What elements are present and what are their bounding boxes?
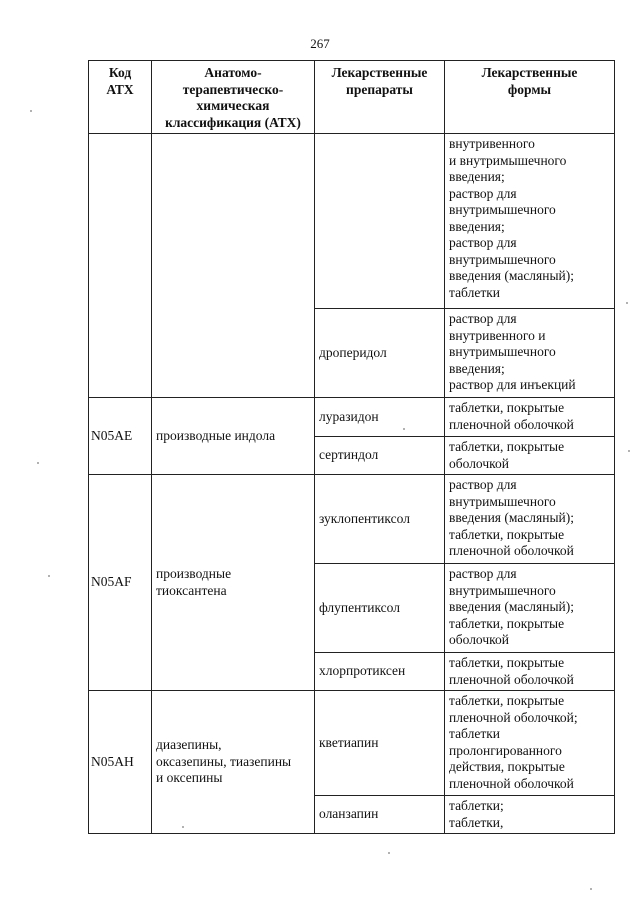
atc-code: N05AH [89, 691, 152, 834]
scan-speck [590, 888, 592, 890]
atc-class: производные тиоксантена [152, 475, 315, 691]
scan-speck [403, 428, 405, 430]
atc-code: N05AF [89, 475, 152, 691]
drug-forms: раствор для внутримышечного введения (масляный); таблетки, покрытые пленочной оболочкой [445, 475, 615, 564]
drug-name: оланзапин [315, 796, 445, 834]
header-classification: Анатомо- терапевтическо- химическая классификация (АТХ) [152, 61, 315, 134]
table-row [89, 398, 615, 437]
drug-forms: раствор для внутримышечного введения (масляный); таблетки, покрытые оболочкой [445, 564, 615, 653]
scan-speck [182, 826, 184, 828]
scan-speck [628, 450, 630, 452]
drug-name: хлорпротиксен [315, 653, 445, 691]
scan-speck [30, 110, 32, 112]
drug-name: кветиапин [315, 691, 445, 796]
table-header-row [89, 61, 615, 134]
drug-forms: таблетки; таблетки, [445, 796, 615, 834]
scan-speck [388, 852, 390, 854]
header-drugs: Лекарственные препараты [315, 61, 445, 134]
atc-code: N05AE [89, 398, 152, 475]
drug-name: дроперидол [315, 309, 445, 398]
page-number: 267 [310, 36, 330, 51]
drug-forms: таблетки, покрытые пленочной оболочкой [445, 398, 615, 437]
forms-cell-continued: внутривенного и внутримышечного введения; раствор для внутримышечного введения; раствор для внутримышечного введения (масляный); таблетки [445, 134, 615, 309]
drug-forms: таблетки, покрытые пленочной оболочкой; таблетки пролонгированного действия, покрытые пленочной оболочкой [445, 691, 615, 796]
drug-forms: раствор для внутривенного и внутримышечного введения; раствор для инъекций [445, 309, 615, 398]
drug-name: луразидон [315, 398, 445, 437]
table-row [89, 475, 615, 564]
drug-name: сертиндол [315, 437, 445, 475]
scan-speck [48, 575, 50, 577]
drug-forms: таблетки, покрытые пленочной оболочкой [445, 653, 615, 691]
code-cell-empty [89, 134, 152, 398]
drug-name: зуклопентиксол [315, 475, 445, 564]
class-cell-empty [152, 134, 315, 398]
header-code: Код АТХ [89, 61, 152, 134]
header-forms: Лекарственные формы [445, 61, 615, 134]
atc-table [88, 60, 615, 834]
scan-speck [626, 302, 628, 304]
table-row [89, 691, 615, 796]
drug-name: флупентиксол [315, 564, 445, 653]
atc-class: производные индола [152, 398, 315, 475]
drug-forms: таблетки, покрытые оболочкой [445, 437, 615, 475]
scan-speck [37, 462, 39, 464]
atc-class: диазепины, оксазепины, тиазепины и оксепины [152, 691, 315, 834]
table-row [89, 134, 615, 309]
drug-cell-empty [315, 134, 445, 309]
